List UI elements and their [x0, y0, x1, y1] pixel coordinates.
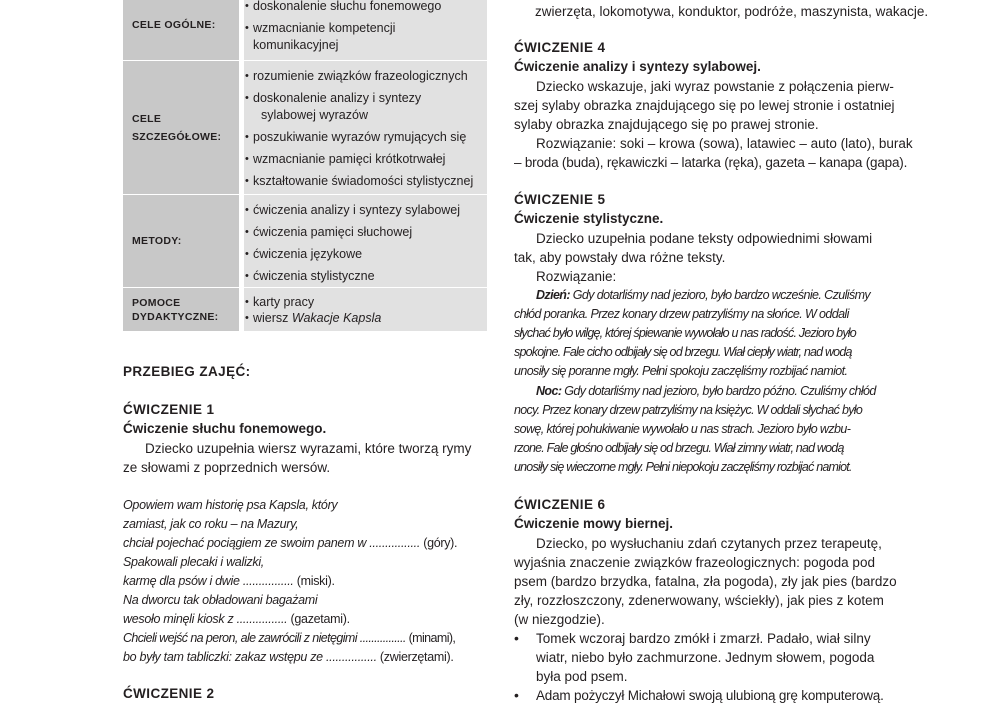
- exercise-6-text-line: psem (bardzo brzydka, fatalna, zła pogoda), zły jak pies (bardzo: [514, 574, 897, 589]
- day-text-line: słychać było wilgę, której śpiewanie wywołało u nas radość. Jezioro było: [514, 326, 856, 340]
- list-item: • rozumienie związków frazeologicznych: [253, 68, 485, 85]
- exercise-4-subtitle: Ćwiczenie analizy i syntezy sylabowej.: [514, 59, 761, 74]
- exercise-4-text-line: szej sylaby obrazka znajdującego się po lewej stronie i ostatniej: [514, 98, 895, 113]
- bullet-icon: •: [514, 630, 519, 646]
- exercise-5-text-line: Dziecko uzupełnia podane teksty odpowiednimi słowami: [536, 231, 873, 246]
- table-label-pomoce: POMOCE DYDAKTYCZNE:: [123, 288, 239, 331]
- exercise-6-text-line: Dziecko, po wysłuchaniu zdań czytanych przez terapeutę,: [536, 536, 882, 551]
- exercise-5-subtitle: Ćwiczenie stylistyczne.: [514, 211, 664, 226]
- poem-line: bo były tam tabliczki: zakaz wstępu ze ................ (zwierzętami).: [123, 650, 454, 664]
- exercise-4-text-line: Dziecko wskazuje, jaki wyraz powstanie z połączenia pierw-: [536, 79, 894, 94]
- exercise-5-text-line: Rozwiązanie:: [536, 269, 617, 284]
- exercise-5-text-line: tak, aby powstały dwa różne teksty.: [514, 250, 726, 265]
- list-item: • doskonalenie analizy i syntezy: [253, 90, 485, 107]
- section-title-przebieg: PRZEBIEG ZAJĘĆ:: [123, 364, 251, 379]
- exercise-4-text-line: sylaby obrazka znajdującego się po prawej stronie.: [514, 117, 819, 132]
- table-label-cele-ogolne: CELE OGÓLNE:: [123, 0, 239, 60]
- exercise-6-text-line: (w niezgodzie).: [514, 612, 605, 627]
- list-item: • ćwiczenia językowe: [253, 246, 485, 263]
- night-text-line: rzone. Fale głośno odbijały się od brzegu. Wiał zimny wiatr, nad wodą: [514, 441, 844, 455]
- list-item: • doskonalenie słuchu fonemowego: [253, 0, 485, 15]
- exercise-6-title: ĆWICZENIE 6: [514, 497, 606, 512]
- day-text-line: Dzień: Gdy dotarliśmy nad jezioro, było bardzo wcześnie. Czuliśmy: [536, 288, 871, 302]
- bullet-line: była pod psem.: [536, 669, 628, 684]
- night-text-line: unosiły się wieczorne mgły. Pełni niepokoju zaczęliśmy rozbijać namiot.: [514, 460, 852, 474]
- poem-line: Na dworcu tak obładowani bagażami: [123, 593, 318, 607]
- list-item: • poszukiwanie wyrazów rymujących się: [253, 129, 485, 146]
- poem-line: Spakowali plecaki i walizki,: [123, 555, 264, 569]
- night-text-line: nocy. Przez konary drzew patrzyliśmy na księżyc. W oddali słychać było: [514, 403, 863, 417]
- bullet-icon: •: [514, 687, 519, 703]
- bullet-line: Adam pożyczył Michałowi swoją ulubioną grę komputerową.: [536, 688, 884, 703]
- list-item: • ćwiczenia pamięci słuchowej: [253, 224, 485, 241]
- poem-line: zamiast, jak co roku – na Mazury,: [123, 517, 299, 531]
- list-item: • wzmacnianie pamięci krótkotrwałej: [253, 151, 485, 168]
- bullet-line: wiatr, niebo było zachmurzone. Jednym słowem, pogoda: [536, 650, 875, 665]
- exercise-6-text-line: zły, rozzłoszczony, zdenerwowany, wściekły), jak pies z kotem: [514, 593, 884, 608]
- poem-line: Opowiem wam historię psa Kapsla, który: [123, 498, 338, 512]
- day-text-line: spokojne. Fale cicho odbijały się od brzegu. Wiał ciepły wiatr, nad wodą: [514, 345, 852, 359]
- exercise-6-text-line: wyjaśnia znaczenie związków frazeologicznych: pogoda pod: [514, 555, 875, 570]
- poem-line: chciał pojechać pociągiem ze swoim panem w ................ (góry).: [123, 536, 458, 550]
- list-item: • kształtowanie świadomości stylistycznej: [253, 173, 485, 190]
- exercise-5-title: ĆWICZENIE 5: [514, 192, 606, 207]
- poem-line: karmę dla psów i dwie ................ (miski).: [123, 574, 335, 588]
- exercise-1-subtitle: Ćwiczenie słuchu fonemowego.: [123, 421, 327, 436]
- list-item: • karty pracy: [253, 294, 485, 311]
- exercise-2-title: ĆWICZENIE 2: [123, 686, 215, 701]
- exercise-1-title: ĆWICZENIE 1: [123, 402, 215, 417]
- exercise-6-subtitle: Ćwiczenie mowy biernej.: [514, 516, 674, 531]
- list-item: • ćwiczenia analizy i syntezy sylabowej: [253, 202, 485, 219]
- exercise-1-text-line: Dziecko uzupełnia wiersz wyrazami, które tworzą rymy: [145, 441, 472, 456]
- day-text-line: chłód poranka. Przez konary drzew patrzyliśmy na słońce. W oddali: [514, 307, 849, 321]
- exercise-1-text-line: ze słowami z poprzednich wersów.: [123, 460, 331, 475]
- list-item-cont: sylabowej wyrazów: [261, 108, 368, 122]
- table-label-metody: METODY:: [123, 195, 239, 287]
- poem-line: wesoło minęli kiosk z ................ (gazetami).: [123, 612, 350, 626]
- list-item: • ćwiczenia stylistyczne: [253, 268, 485, 285]
- exercise-4-text-line: – broda (buda), rękawiczki – latarka (ręka), gazeta – kanapa (gapa).: [514, 155, 908, 170]
- night-text-line: sowę, której pohukiwanie wywołało u nas strach. Jezioro było wzbu-: [514, 422, 851, 436]
- list-item: • wzmacnianie kompetencji: [253, 20, 485, 37]
- bullet-line: Tomek wczoraj bardzo zmókł i zmarzł. Padało, wiał silny: [536, 631, 871, 646]
- table-label-cele-szczegolowe: CELE SZCZEGÓŁOWE:: [123, 61, 239, 194]
- list-item: • wiersz Wakacje Kapsla: [253, 310, 485, 327]
- poem-line: Chcieli wejść na peron, ale zawrócili z nietęgimi ................ (minami),: [123, 631, 456, 645]
- top-line: zwierzęta, lokomotywa, konduktor, podróże, maszynista, wakacje.: [535, 4, 929, 19]
- list-item-cont: komunikacyjnej: [253, 38, 339, 52]
- exercise-4-title: ĆWICZENIE 4: [514, 40, 606, 55]
- day-text-line: unosiły się poranne mgły. Pełni spokoju zaczęliśmy rozbijać namiot.: [514, 364, 848, 378]
- exercise-4-text-line: Rozwiązanie: soki – krowa (sowa), latawiec – auto (lato), burak: [536, 136, 913, 151]
- night-text-line: Noc: Gdy dotarliśmy nad jezioro, było bardzo późno. Czuliśmy chłód: [536, 384, 876, 398]
